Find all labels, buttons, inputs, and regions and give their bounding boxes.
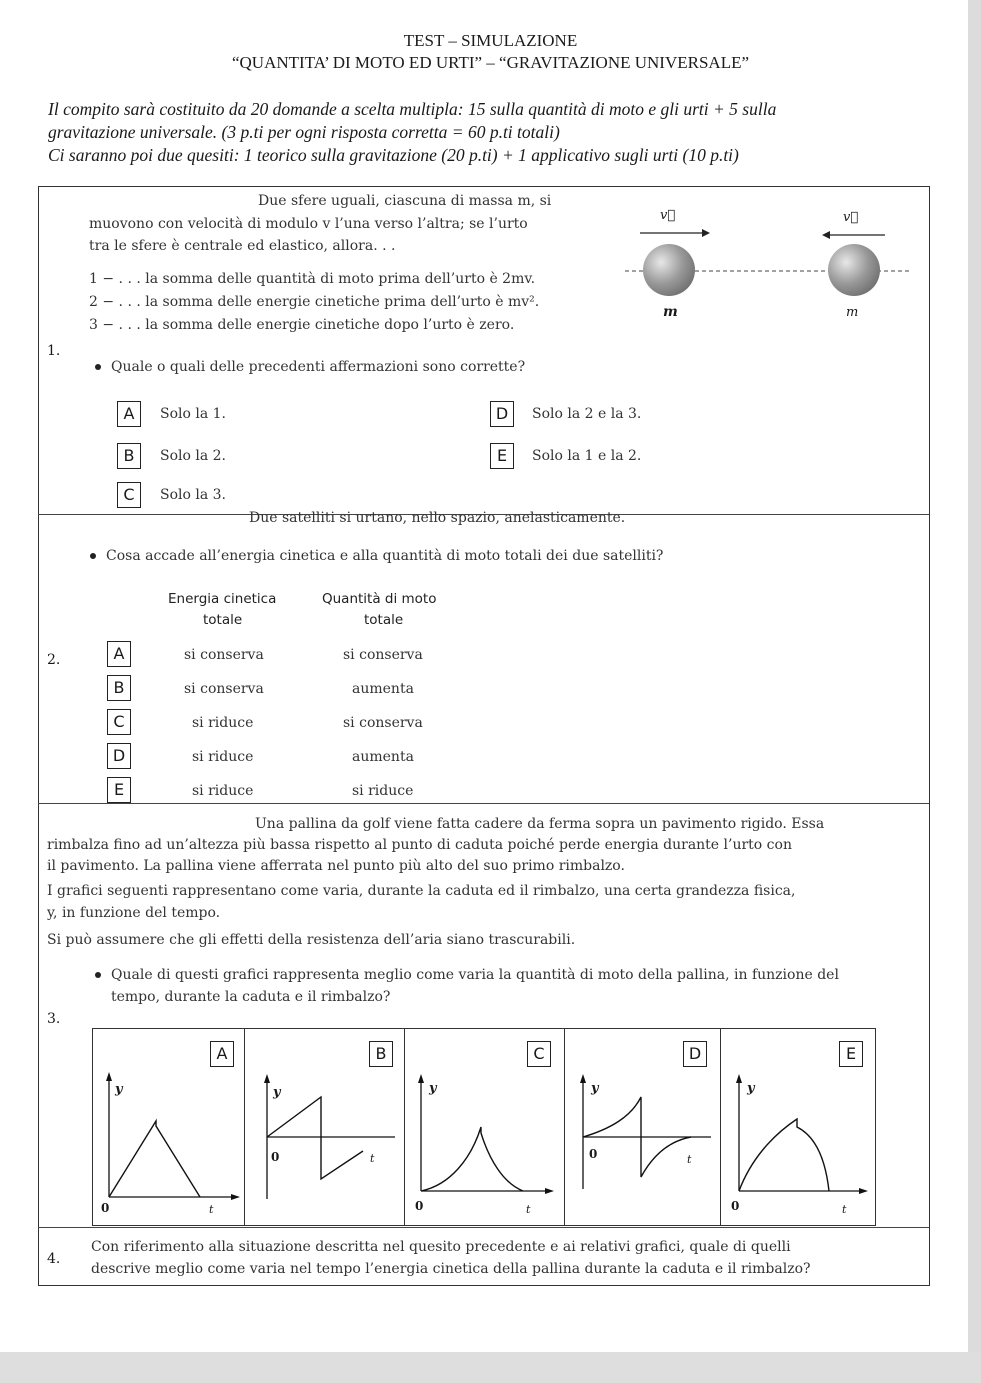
y-axis-label: y <box>429 1081 437 1096</box>
t-axis-label: t <box>526 1203 531 1216</box>
t-axis-label: t <box>209 1203 214 1216</box>
question-text: I grafici seguenti rappresentano come varia, durante la caduta ed il rimbalzo, una certa grandezza fisica, <box>47 883 796 899</box>
option-box-a[interactable]: A <box>107 641 131 667</box>
question-text: tra le sfere è centrale ed elastico, allora. . . <box>89 238 396 254</box>
question-text: muovono con velocità di modulo v l’una verso l’altra; se l’urto <box>89 216 528 232</box>
question-number: 4. <box>47 1251 61 1267</box>
option-text-b: Solo la 2. <box>160 448 227 464</box>
divider <box>38 1227 929 1228</box>
statement-2: 2 − . . . la somma delle energie cinetiche prima dell’urto è mv². <box>89 294 540 310</box>
question-text: Due sfere uguali, ciascuna di massa m, si <box>258 193 552 209</box>
option-box-d[interactable]: D <box>490 401 514 427</box>
y-axis-label: y <box>273 1085 281 1100</box>
question-text: Due satelliti si urtano, nello spazio, anelasticamente. <box>249 510 626 526</box>
question-number: 3. <box>47 1011 61 1027</box>
t-axis-label: t <box>687 1153 692 1166</box>
mass-label-right: m <box>846 305 859 320</box>
graph-a-plot <box>93 1029 245 1225</box>
question-number: 1. <box>47 343 61 359</box>
option-energy-d: si riduce <box>192 749 254 765</box>
option-box-c[interactable]: C <box>107 709 131 735</box>
origin-label: 0 <box>589 1147 598 1161</box>
t-axis-label: t <box>842 1203 847 1216</box>
option-momentum-e: si riduce <box>352 783 414 799</box>
sphere-left <box>643 244 695 296</box>
option-momentum-c: si conserva <box>343 715 423 731</box>
graph-e[interactable] <box>720 1028 876 1226</box>
statement-1: 1 − . . . la somma delle quantità di moto prima dell’urto è 2mv. <box>89 271 536 287</box>
column-header-energy-sub: totale <box>203 612 243 628</box>
graph-b-plot <box>245 1029 405 1225</box>
graph-d[interactable] <box>564 1028 722 1226</box>
velocity-vector-left: v⃗ <box>660 208 676 223</box>
question-prompt: Quale o quali delle precedenti affermazioni sono corrette? <box>95 359 525 375</box>
option-box-b[interactable]: B <box>107 675 131 701</box>
question-text: Una pallina da golf viene fatta cadere da ferma sopra un pavimento rigido. Essa <box>255 816 825 832</box>
question-prompt: Cosa accade all’energia cinetica e alla quantità di moto totali dei due satelliti? <box>90 548 663 564</box>
intro-line-2: gravitazione universale. (3 p.ti per ogni risposta corretta = 60 p.ti totali) <box>48 122 560 142</box>
origin-label: 0 <box>271 1150 280 1164</box>
mass-label-left: m <box>663 304 678 320</box>
option-text-d: Solo la 2 e la 3. <box>532 406 642 422</box>
option-energy-e: si riduce <box>192 783 254 799</box>
graph-b[interactable] <box>244 1028 406 1226</box>
option-box-a[interactable]: A <box>117 401 141 427</box>
question-text: y, in funzione del tempo. <box>47 905 221 921</box>
velocity-vector-right: v⃗ <box>843 210 859 225</box>
option-momentum-d: aumenta <box>352 749 414 765</box>
y-axis-label: y <box>591 1081 599 1096</box>
option-box-b[interactable]: B <box>117 443 141 469</box>
graph-letter-a: A <box>210 1041 234 1067</box>
question-number: 2. <box>47 652 61 668</box>
column-header-energy: Energia cinetica <box>168 591 277 607</box>
graph-d-plot <box>565 1029 721 1225</box>
graph-letter-d: D <box>683 1041 707 1067</box>
option-box-c[interactable]: C <box>117 482 141 508</box>
option-box-e[interactable]: E <box>490 443 514 469</box>
column-header-momentum-sub: totale <box>364 612 404 628</box>
graph-letter-c: C <box>527 1041 551 1067</box>
question-text: rimbalza fino ad un’altezza più bassa rispetto al punto di caduta poiché perde energia durante l’urto con <box>47 837 792 853</box>
question-prompt-cont: tempo, durante la caduta e il rimbalzo? <box>111 989 391 1005</box>
column-header-momentum: Quantità di moto <box>322 591 437 607</box>
option-text-c: Solo la 3. <box>160 487 227 503</box>
y-axis-label: y <box>747 1081 755 1096</box>
option-energy-c: si riduce <box>192 715 254 731</box>
origin-label: 0 <box>101 1201 110 1215</box>
viewer-right-edge <box>968 0 981 1383</box>
option-text-e: Solo la 1 e la 2. <box>532 448 642 464</box>
sphere-right <box>828 244 880 296</box>
option-box-e[interactable]: E <box>107 777 131 803</box>
t-axis-label: t <box>370 1152 375 1165</box>
graph-letter-b: B <box>369 1041 393 1067</box>
test-subtitle: “QUANTITA’ DI MOTO ED URTI” – “GRAVITAZIONE UNIVERSALE” <box>231 53 750 72</box>
question-text: Con riferimento alla situazione descritta nel quesito precedente e ai relativi grafici, quale di quelli <box>91 1239 791 1255</box>
test-title: TEST – SIMULAZIONE <box>403 31 578 50</box>
graph-a[interactable] <box>92 1028 246 1226</box>
graph-c[interactable] <box>404 1028 566 1226</box>
question-text: Si può assumere che gli effetti della resistenza dell’aria siano trascurabili. <box>47 932 576 948</box>
intro-line-3: Ci saranno poi due quesiti: 1 teorico sulla gravitazione (20 p.ti) + 1 applicativo sugli urti (10 p.ti) <box>48 145 739 165</box>
option-box-d[interactable]: D <box>107 743 131 769</box>
divider <box>38 803 929 804</box>
question-prompt: Quale di questi grafici rappresenta meglio come varia la quantità di moto della pallina, in funzione del <box>95 967 839 983</box>
option-text-a: Solo la 1. <box>160 406 227 422</box>
graph-c-plot <box>405 1029 565 1225</box>
origin-label: 0 <box>415 1199 424 1213</box>
graph-e-plot <box>721 1029 875 1225</box>
statement-3: 3 − . . . la somma delle energie cinetiche dopo l’urto è zero. <box>89 317 515 333</box>
option-energy-b: si conserva <box>184 681 264 697</box>
origin-label: 0 <box>731 1199 740 1213</box>
option-energy-a: si conserva <box>184 647 264 663</box>
question-text: il pavimento. La pallina viene afferrata nel punto più alto del suo primo rimbalzo. <box>47 858 625 874</box>
option-momentum-b: aumenta <box>352 681 414 697</box>
graph-letter-e: E <box>839 1041 863 1067</box>
intro-line-1: Il compito sarà costituito da 20 domande a scelta multipla: 15 sulla quantità di moto e gli urti + 5 sulla <box>48 99 777 119</box>
y-axis-label: y <box>115 1082 123 1097</box>
question-text: descrive meglio come varia nel tempo l’energia cinetica della pallina durante la caduta e il rimbalzo? <box>91 1261 811 1277</box>
viewer-bottom-edge <box>0 1352 981 1383</box>
option-momentum-a: si conserva <box>343 647 423 663</box>
